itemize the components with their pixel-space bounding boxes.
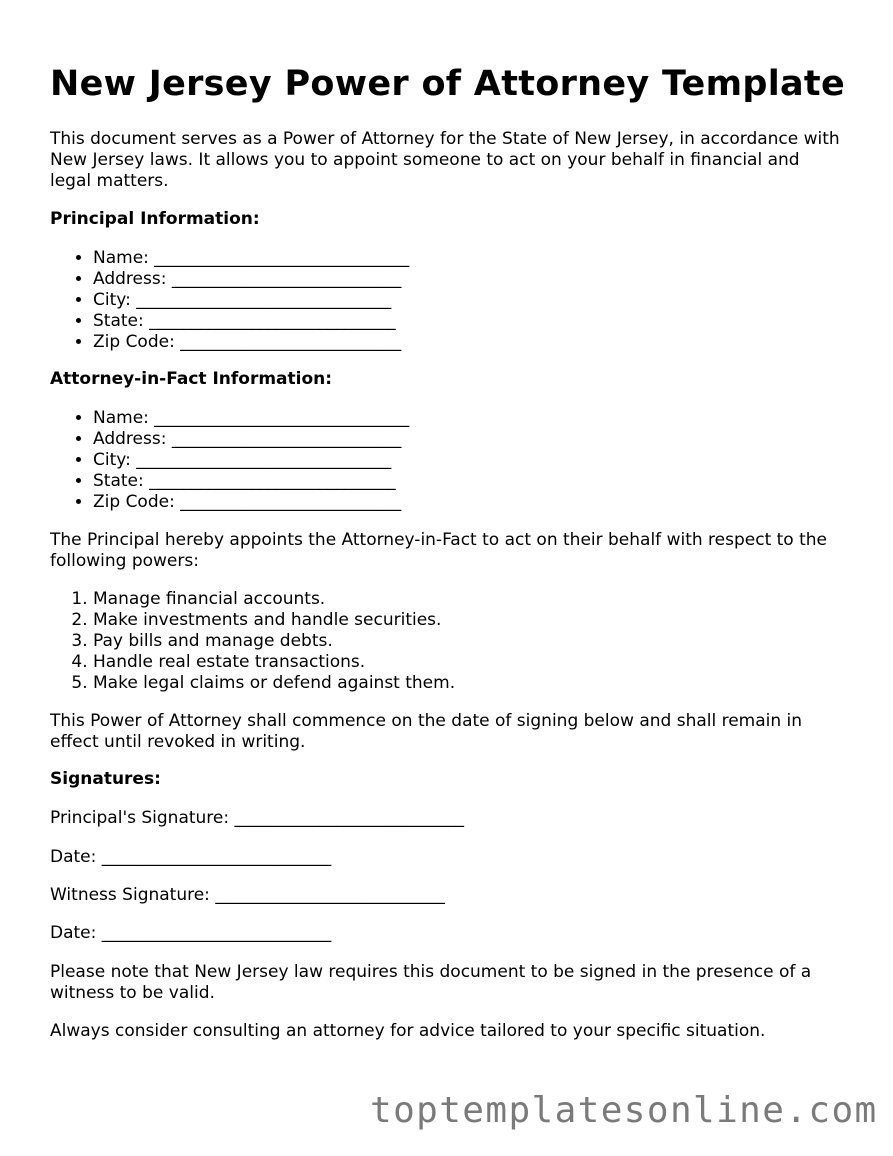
- principal-signature-line: Principal's Signature: ___________________________: [50, 808, 465, 828]
- document-title: New Jersey Power of Attorney Template: [50, 64, 845, 104]
- witness-date-line: Date: ___________________________: [50, 923, 332, 943]
- principal-address-field: • Address: ___________________________: [93, 269, 883, 290]
- attorney-name-field: • Name: ______________________________: [93, 408, 883, 429]
- power-item: 4. Handle real estate transactions.: [93, 652, 883, 673]
- advice-paragraph: Always consider consulting an attorney for advice tailored to your specific situation.: [50, 1021, 766, 1041]
- principal-heading: Principal Information:: [50, 209, 260, 229]
- principal-date-line: Date: ___________________________: [50, 847, 332, 867]
- witness-signature-line: Witness Signature: ___________________________: [50, 885, 445, 905]
- powers-list: [50, 589, 883, 694]
- principal-state-field: • State: _____________________________: [93, 311, 883, 332]
- attorney-address-field: • Address: ___________________________: [93, 429, 883, 450]
- principal-zip-field: • Zip Code: __________________________: [93, 332, 883, 353]
- power-item: 2. Make investments and handle securities.: [93, 610, 883, 631]
- intro-paragraph: This document serves as a Power of Attorney for the State of New Jersey, in accordance with New Jersey laws. It allows you to appoint someone to act on your behalf in financial and legal matters.: [50, 129, 840, 191]
- attorney-zip-field: • Zip Code: __________________________: [93, 492, 883, 513]
- power-item: 5. Make legal claims or defend against them.: [93, 673, 883, 694]
- attorney-city-field: • City: ______________________________: [93, 450, 883, 471]
- attorney-fields-list: [50, 408, 883, 513]
- power-item: 1. Manage financial accounts.: [93, 589, 883, 610]
- signatures-heading: Signatures:: [50, 769, 161, 789]
- appointment-paragraph: The Principal hereby appoints the Attorney-in-Fact to act on their behalf with respect to the following powers:: [50, 530, 828, 571]
- attorney-heading: Attorney-in-Fact Information:: [50, 369, 333, 389]
- power-item: 3. Pay bills and manage debts.: [93, 631, 883, 652]
- principal-name-field: • Name: ______________________________: [93, 248, 883, 269]
- witness-note-paragraph: Please note that New Jersey law requires this document to be signed in the presence of a witness to be valid.: [50, 962, 812, 1003]
- principal-city-field: • City: ______________________________: [93, 290, 883, 311]
- principal-fields-list: [50, 248, 883, 353]
- duration-paragraph: This Power of Attorney shall commence on the date of signing below and shall remain in effect until revoked in writing.: [50, 711, 803, 752]
- watermark: toptemplatesonline.com: [370, 1090, 878, 1131]
- attorney-state-field: • State: _____________________________: [93, 471, 883, 492]
